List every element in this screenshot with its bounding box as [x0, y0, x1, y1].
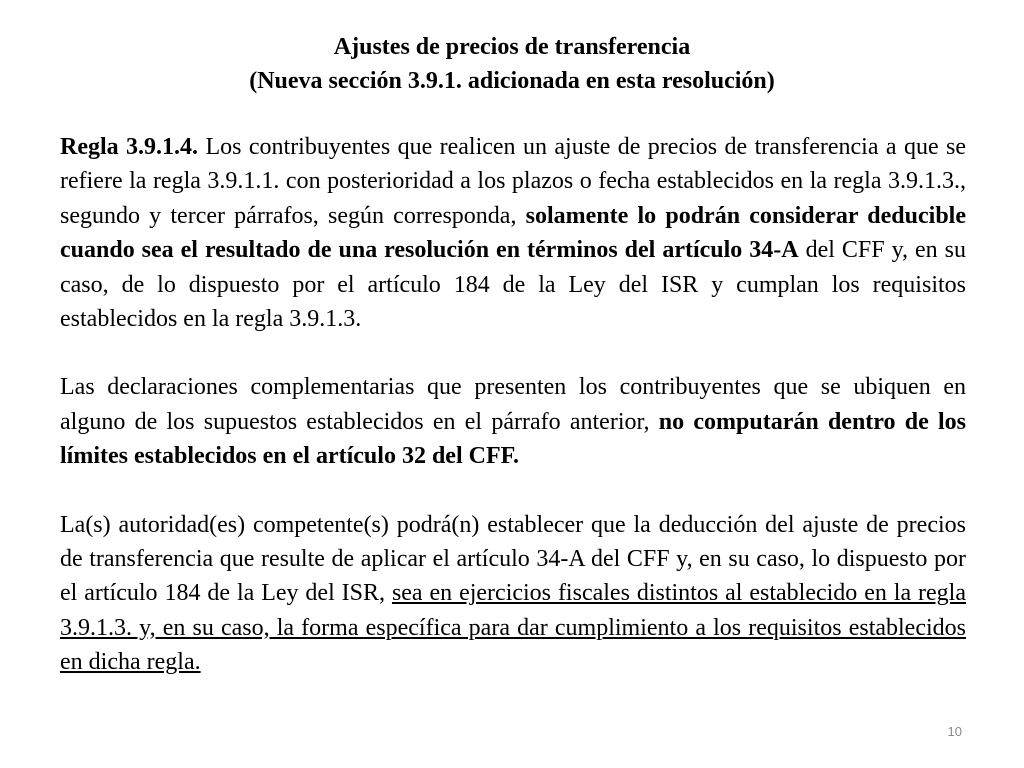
slide-header	[0, 30, 1024, 98]
bold-text: solamente lo podrán considerar deducible cuando sea el resultado de una resolución en términos del artículo 34-A	[60, 202, 966, 264]
paragraph-text: del CFF y, en su caso, de lo dispuesto por el artículo 184 de la Ley del ISR y cumplan los requisitos establecidos en la regla 3.9.1.3.	[60, 237, 966, 333]
paragraph-text: Los contribuyentes que realicen un ajuste de precios de transferencia a que se refiere la regla 3.9.1.1. con posterioridad a los plazos o fecha establecidos en la regla 3.9.1.3., segundo y tercer párrafos, según corresponda,	[60, 134, 966, 229]
paragraph-declaraciones	[60, 370, 966, 473]
paragraph-text: La(s) autoridad(es) competente(s) podrá(n) establecer que la deducción del ajuste de precios de transferencia que resulte de aplicar el artículo 34-A del CFF y, en su caso, lo dispuesto por el artículo 184 de la Ley del ISR,	[60, 511, 966, 607]
page-title: Ajustes de precios de transferencia	[333, 34, 691, 60]
paragraph-text: Las declaraciones complementarias que presenten los contribuyentes que se ubiquen en alguno de los supuestos establecidos en el párrafo anterior,	[60, 374, 966, 435]
document-body	[60, 130, 966, 680]
paragraph-autoridad	[60, 508, 966, 680]
rule-label: Regla 3.9.1.4.	[60, 134, 199, 160]
underlined-text: sea en ejercicios fiscales distintos al establecido en la regla 3.9.1.3. y, en su caso, la forma específica para dar cumplimiento a los requisitos establecidos en dicha regla.	[60, 580, 966, 676]
page-subtitle: (Nueva sección 3.9.1. adicionada en esta resolución)	[249, 68, 775, 94]
bold-text: no computarán dentro de los límites establecidos en el artículo 32 del CFF.	[60, 408, 967, 470]
page-number: 10	[947, 724, 962, 739]
paragraph-rule-3-9-1-4	[60, 130, 966, 336]
